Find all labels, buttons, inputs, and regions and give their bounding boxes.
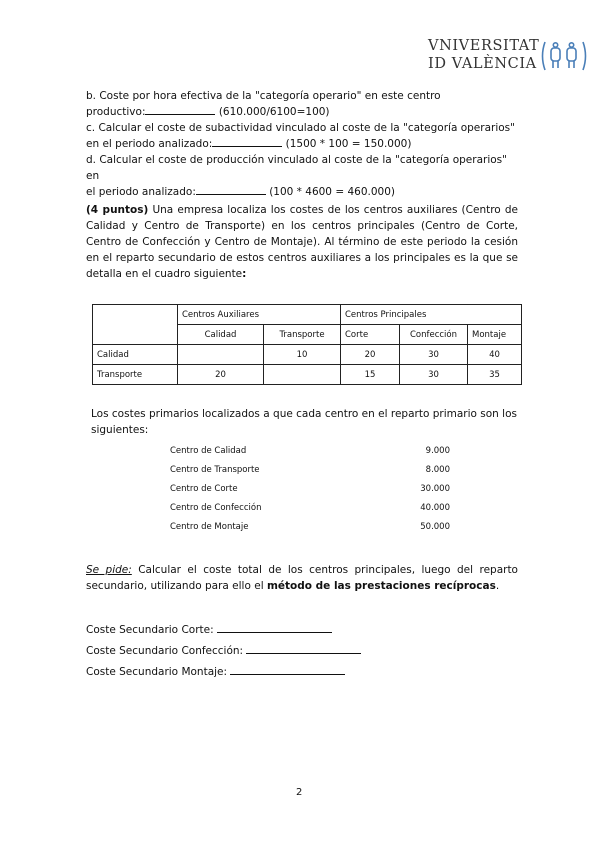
question-list	[86, 88, 518, 200]
row-label: Calidad	[93, 345, 178, 365]
question-d-line2	[86, 184, 518, 200]
col-header: Calidad	[178, 325, 264, 345]
table-cell: 40	[468, 345, 522, 365]
answer-blank[interactable]	[217, 622, 332, 633]
question-c-prefix: en el periodo analizado:	[86, 138, 213, 150]
list-item	[170, 484, 450, 503]
cost-name: Centro de Montaje	[170, 522, 249, 532]
cost-value: 30.000	[420, 484, 450, 494]
table-cell: 20	[178, 365, 264, 385]
logo-line-1: VNIVERSITAT	[428, 38, 540, 54]
group-aux-header: Centros Auxiliares	[178, 305, 341, 325]
request-paragraph	[86, 562, 518, 594]
question-b-line2	[86, 104, 518, 120]
table-cell: 15	[341, 365, 400, 385]
question-b-line1: b. Coste por hora efectiva de la "categoría operario" en este centro	[86, 90, 441, 102]
answer-montaje	[86, 662, 518, 683]
col-header: Transporte	[264, 325, 341, 345]
answer-blank[interactable]	[230, 664, 345, 675]
table-cell: 30	[400, 365, 468, 385]
request-text: Calcular el coste total de los centros principales, luego del reparto secundario, utilizando para ello el	[86, 564, 518, 592]
table-cell: 10	[264, 345, 341, 365]
question-d-line1: d. Calcular el coste de producción vinculado al coste de la "categoría operarios" en	[86, 154, 507, 182]
answer-corte-label: Coste Secundario Corte:	[86, 624, 214, 636]
cost-name: Centro de Corte	[170, 484, 238, 494]
list-item	[170, 503, 450, 522]
table-row	[93, 345, 522, 365]
table-cell: 20	[341, 345, 400, 365]
logo-emblem-icon	[539, 39, 589, 73]
answer-blank[interactable]	[246, 643, 361, 654]
request-end: .	[495, 580, 500, 592]
list-item	[170, 522, 450, 541]
primary-costs-intro: Los costes primarios localizados a que cada centro en el reparto primario son los siguientes:	[91, 408, 517, 436]
answer-confeccion	[86, 641, 518, 662]
primary-costs-list	[170, 446, 450, 541]
answer-blank	[196, 184, 266, 195]
table-cell	[178, 345, 264, 365]
problem-colon: :	[242, 268, 247, 280]
answer-montaje-label: Coste Secundario Montaje:	[86, 666, 228, 678]
col-header: Montaje	[468, 325, 522, 345]
question-d-prefix: el periodo analizado:	[86, 186, 196, 198]
points-label: (4 puntos)	[86, 204, 149, 216]
cost-value: 40.000	[420, 503, 450, 513]
answer-corte	[86, 620, 518, 641]
list-item	[170, 446, 450, 465]
request-label: Se pide:	[86, 564, 132, 576]
col-header: Confección	[400, 325, 468, 345]
cost-name: Centro de Confección	[170, 503, 262, 513]
allocation-table	[92, 304, 522, 385]
cost-value: 9.000	[425, 446, 450, 456]
request-method: método de las prestaciones recíprocas	[266, 580, 496, 592]
logo-line-2: ID VALÈNCIA	[428, 56, 537, 72]
question-c-line1: c. Calcular el coste de subactividad vinculado al coste de la "categoría operarios"	[86, 122, 515, 134]
university-logo	[428, 38, 588, 76]
table-corner-cell	[93, 305, 178, 345]
table-row	[93, 365, 522, 385]
group-principal-header: Centros Principales	[341, 305, 522, 325]
problem-text: Una empresa localiza los costes de los centros auxiliares (Centro de Calidad y Centro de Transporte) en los centros principales (Centro de Corte, Centro de Confección y Centro de Montaje). Al término de este periodo la cesión en el reparto secundario de estos centros auxiliares a los principales es la que se detalla en el cuadro siguiente	[86, 204, 518, 280]
col-header: Corte	[341, 325, 400, 345]
question-b-suffix: (610.000/6100=100)	[215, 106, 330, 118]
list-item	[170, 465, 450, 484]
row-label: Transporte	[93, 365, 178, 385]
question-b-prefix: productivo:	[86, 106, 146, 118]
cost-name: Centro de Transporte	[170, 465, 260, 475]
table-cell	[264, 365, 341, 385]
answer-lines	[86, 620, 518, 683]
table-group-header	[93, 305, 522, 325]
problem-statement	[86, 202, 518, 282]
answer-blank	[212, 136, 282, 147]
answer-confeccion-label: Coste Secundario Confección:	[86, 645, 244, 657]
question-d-suffix: (100 * 4600 = 460.000)	[265, 186, 395, 198]
page-number: 2	[296, 787, 303, 798]
answer-blank	[145, 104, 215, 115]
table-cell: 35	[468, 365, 522, 385]
question-c-line2	[86, 136, 518, 152]
cost-value: 50.000	[420, 522, 450, 532]
cost-value: 8.000	[425, 465, 450, 475]
cost-name: Centro de Calidad	[170, 446, 247, 456]
question-c-suffix: (1500 * 100 = 150.000)	[282, 138, 412, 150]
table-cell: 30	[400, 345, 468, 365]
